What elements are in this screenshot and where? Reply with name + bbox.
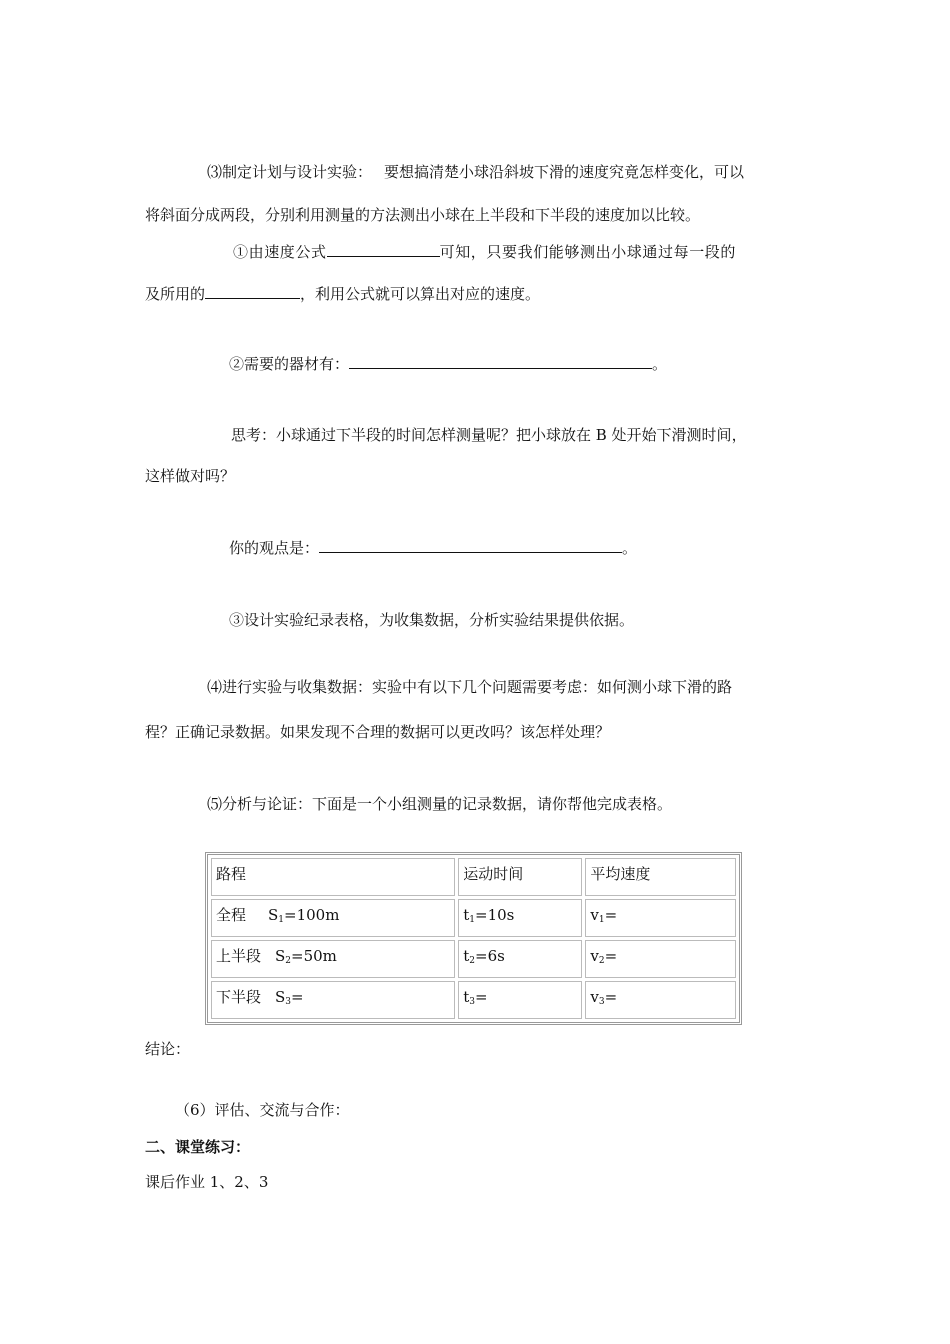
equipment-blank[interactable] [349,350,652,369]
step2-end: 。 [652,355,668,373]
step1-d: ，利用公式就可以算出对应的速度。 [300,285,541,303]
step1-a: ①由速度公式 [233,243,327,261]
v-value: = [604,906,618,924]
time-cell[interactable] [458,981,582,1019]
record-table [205,852,742,1025]
section4-line2: 程？正确记录数据。如果发现不合理的数据可以更改吗？该怎样处理？ [145,723,611,741]
step2-line [145,340,805,389]
s-sub: 2 [285,956,292,966]
step3-line [145,596,805,645]
row-name: 全程 [216,906,247,924]
distance-cell [211,981,455,1019]
step1-line2 [145,270,805,319]
v-value: = [604,988,618,1006]
section3-line1 [145,148,805,197]
step3-text: ③设计实验纪录表格，为收集数据，分析实验结果提供依据。 [229,611,635,629]
s-value: = [291,988,304,1006]
s-value: =50m [291,947,337,965]
section3-label: ⑶制定计划与设计实验： [207,163,373,181]
t-sub: 1 [469,915,475,925]
table-row [211,940,736,978]
s-symbol: S [275,988,286,1006]
distance-cell [211,899,455,937]
distance-cell [211,940,455,978]
section3-text1: 要想搞清楚小球沿斜坡下滑的速度究竟怎样变化，可以 [384,163,745,181]
row-name: 上半段 [216,947,262,965]
think-text1: 思考：小球通过下半段的时间怎样测量呢？把小球放在 B 处开始下滑测时间， [231,426,747,444]
t-symbol: t [463,988,470,1006]
time-cell[interactable] [458,899,582,937]
t-value: = [475,988,488,1006]
section6-text: （6）评估、交流与合作： [175,1101,350,1119]
v-symbol: v [590,906,599,924]
s-symbol: S [275,947,286,965]
speed-cell[interactable] [585,940,736,978]
t-symbol: t [463,906,470,924]
v-symbol: v [590,947,599,965]
section4-line1 [145,663,805,712]
view-end: 。 [622,539,638,557]
v-sub: 3 [598,997,605,1007]
formula-blank[interactable] [327,238,440,257]
v-sub: 2 [598,956,605,966]
table-header-row [211,858,736,896]
t-value: =10s [475,906,515,924]
table-row [211,899,736,937]
table-row [211,981,736,1019]
s-value: =100m [284,906,340,924]
time-cell[interactable] [458,940,582,978]
section5-line [145,780,805,829]
step1-b: 可知，只要我们能够测出小球通过每一段的 [439,243,737,261]
s-sub: 3 [285,997,292,1007]
section4-text1: ⑷进行实验与收集数据：实验中有以下几个问题需要考虑：如何测小球下滑的路 [207,678,733,696]
step2-a: ②需要的器材有： [229,355,350,373]
practice-heading: 二、课堂练习： [145,1138,251,1156]
homework-line: 课后作业 1、2、3 [145,1173,269,1191]
v-value: = [604,947,618,965]
section3-line2: 将斜面分成两段，分别利用测量的方法测出小球在上半段和下半段的速度加以比较。 [145,206,701,224]
header-speed: 平均速度 [585,858,736,896]
s-sub: 1 [278,915,285,925]
step1-c: 及所用的 [145,285,206,303]
t-value: =6s [475,947,505,965]
view-line [145,524,805,573]
think-line2: 这样做对吗？ [145,467,236,485]
v-symbol: v [590,988,599,1006]
header-time: 运动时间 [458,858,582,896]
time-blank[interactable] [205,280,300,299]
section5-text: ⑸分析与论证：下面是一个小组测量的记录数据，请你帮他完成表格。 [207,795,673,813]
view-a: 你的观点是： [229,539,320,557]
speed-cell[interactable] [585,981,736,1019]
conclusion-label: 结论： [145,1040,191,1058]
row-name: 下半段 [216,988,262,1006]
view-blank[interactable] [319,534,622,553]
t-sub: 2 [469,956,475,966]
speed-cell[interactable] [585,899,736,937]
v-sub: 1 [598,915,605,925]
header-distance: 路程 [211,858,455,896]
t-symbol: t [463,947,470,965]
t-sub: 3 [469,997,475,1007]
s-symbol: S [268,906,279,924]
